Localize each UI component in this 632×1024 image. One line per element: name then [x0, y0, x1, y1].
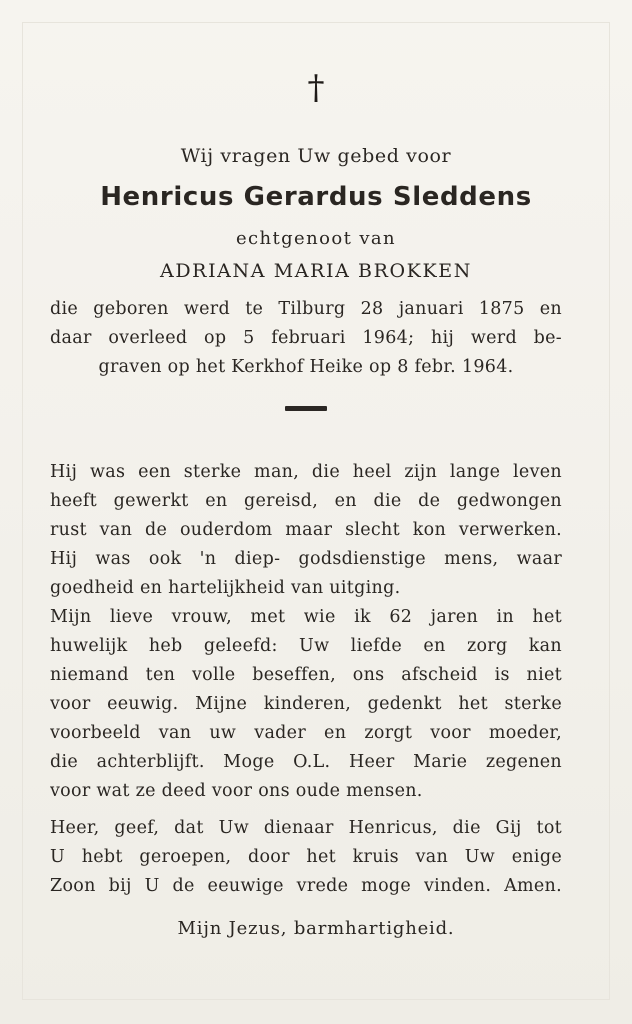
spouse-name: ADRIANA MARIA BROKKEN	[160, 260, 472, 282]
bio-line: voorbeeld van uw vader en zorgt voor moeder,	[50, 723, 562, 743]
bio-line: niemand ten volle beseffen, ons afscheid is niet	[50, 665, 562, 685]
bio-line: die achterblijft. Moge O.L. Heer Marie zegenen	[50, 752, 562, 772]
biography-paragraph	[50, 458, 562, 806]
birth-line: graven op het Kerkhof Heike op 8 febr. 1964.	[98, 357, 514, 377]
cross-icon: †	[307, 68, 325, 108]
intro-text: Wij vragen Uw gebed voor	[180, 145, 452, 167]
deceased-name: Henricus Gerardus Sleddens	[100, 182, 532, 212]
birth-death-paragraph	[50, 295, 562, 382]
bio-line: Mijn lieve vrouw, met wie ik 62 jaren in het	[50, 607, 562, 627]
birth-line: die geboren werd te Tilburg 28 januari 1875 en	[50, 299, 562, 319]
bio-line: voor eeuwig. Mijne kinderen, gedenkt het sterke	[50, 694, 562, 714]
bio-line: huwelijk heb geleefd: Uw liefde en zorg kan	[50, 636, 562, 656]
prayer-line: Zoon bij U de eeuwige vrede moge vinden. Amen.	[50, 876, 562, 896]
prayer-line: Heer, geef, dat Uw dienaar Henricus, die Gij tot	[50, 818, 562, 838]
bio-line: goedheid en hartelijkheid van uitging.	[50, 578, 401, 598]
prayer-paragraph	[50, 814, 562, 901]
divider-bar	[285, 406, 327, 411]
bio-line: voor wat ze deed voor ons oude mensen.	[50, 781, 423, 801]
birth-line: daar overleed op 5 februari 1964; hij werd be-	[50, 328, 562, 348]
prayer-line: U hebt geroepen, door het kruis van Uw enige	[50, 847, 562, 867]
bio-line: Hij was een sterke man, die heel zijn lange leven	[50, 462, 562, 482]
bio-line: heeft gewerkt en gereisd, en die de gedwongen	[50, 491, 562, 511]
spouse-label: echtgenoot van	[235, 228, 397, 249]
closing-prayer: Mijn Jezus, barmhartigheid.	[177, 918, 455, 939]
bio-line: Hij was ook 'n diep- godsdienstige mens, waar	[50, 549, 562, 569]
bio-line: rust van de ouderdom maar slecht kon verwerken.	[50, 520, 562, 540]
